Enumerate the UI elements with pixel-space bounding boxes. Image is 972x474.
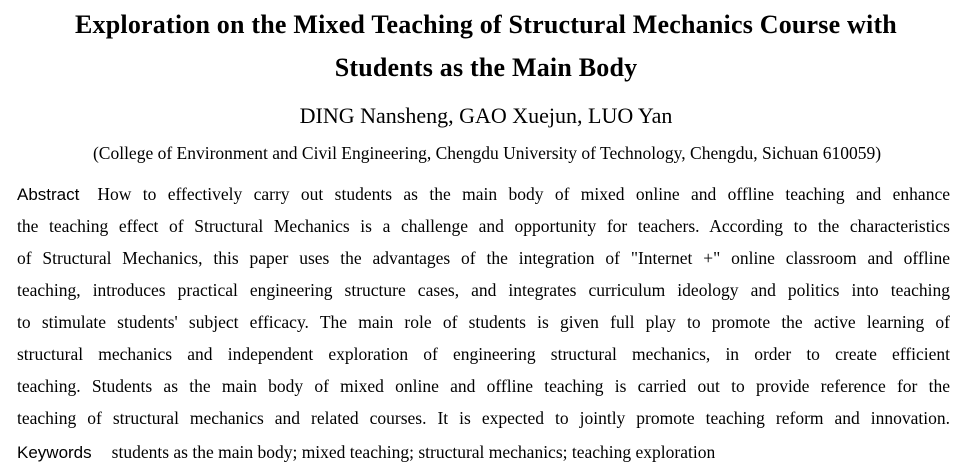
abstract-line: the teaching effect of Structural Mechanics is a challenge and opportunity for teachers. According to the characteristics (17, 216, 950, 236)
abstract-section (17, 178, 950, 434)
abstract-line: teaching of structural mechanics and related courses. It is expected to jointly promote teaching reform and innovation. (17, 408, 950, 428)
keywords-section (17, 438, 715, 467)
keywords-label: Keywords (17, 443, 92, 462)
abstract-label: Abstract (17, 185, 80, 204)
abstract-line-text: How to effectively carry out students as the main body of mixed online and offline teaching and enhance (97, 184, 950, 204)
abstract-line: structural mechanics and independent exploration of engineering structural mechanics, in order to create efficient (17, 344, 950, 364)
abstract-line: teaching, introduces practical engineering structure cases, and integrates curriculum ideology and politics into teaching (17, 280, 950, 300)
paper-title-line-1: Exploration on the Mixed Teaching of Structural Mechanics Course with (75, 10, 897, 39)
keywords-text: students as the main body; mixed teaching; structural mechanics; teaching exploration (111, 442, 716, 462)
author-list: DING Nansheng, GAO Xuejun, LUO Yan (299, 103, 673, 128)
paper-title-line-2: Students as the Main Body (334, 53, 638, 82)
abstract-line: of Structural Mechanics, this paper uses the advantages of the integration of "Internet +" online classroom and offline (17, 248, 950, 268)
abstract-line: to stimulate students' subject efficacy. The main role of students is given full play to promote the active learning of (17, 312, 950, 332)
abstract-line: teaching. Students as the main body of mixed online and offline teaching is carried out to provide reference for the (17, 376, 950, 396)
affiliation: (College of Environment and Civil Engineering, Chengdu University of Technology, Chengdu, Sichuan 610059) (92, 143, 882, 163)
abstract-line (17, 178, 950, 210)
